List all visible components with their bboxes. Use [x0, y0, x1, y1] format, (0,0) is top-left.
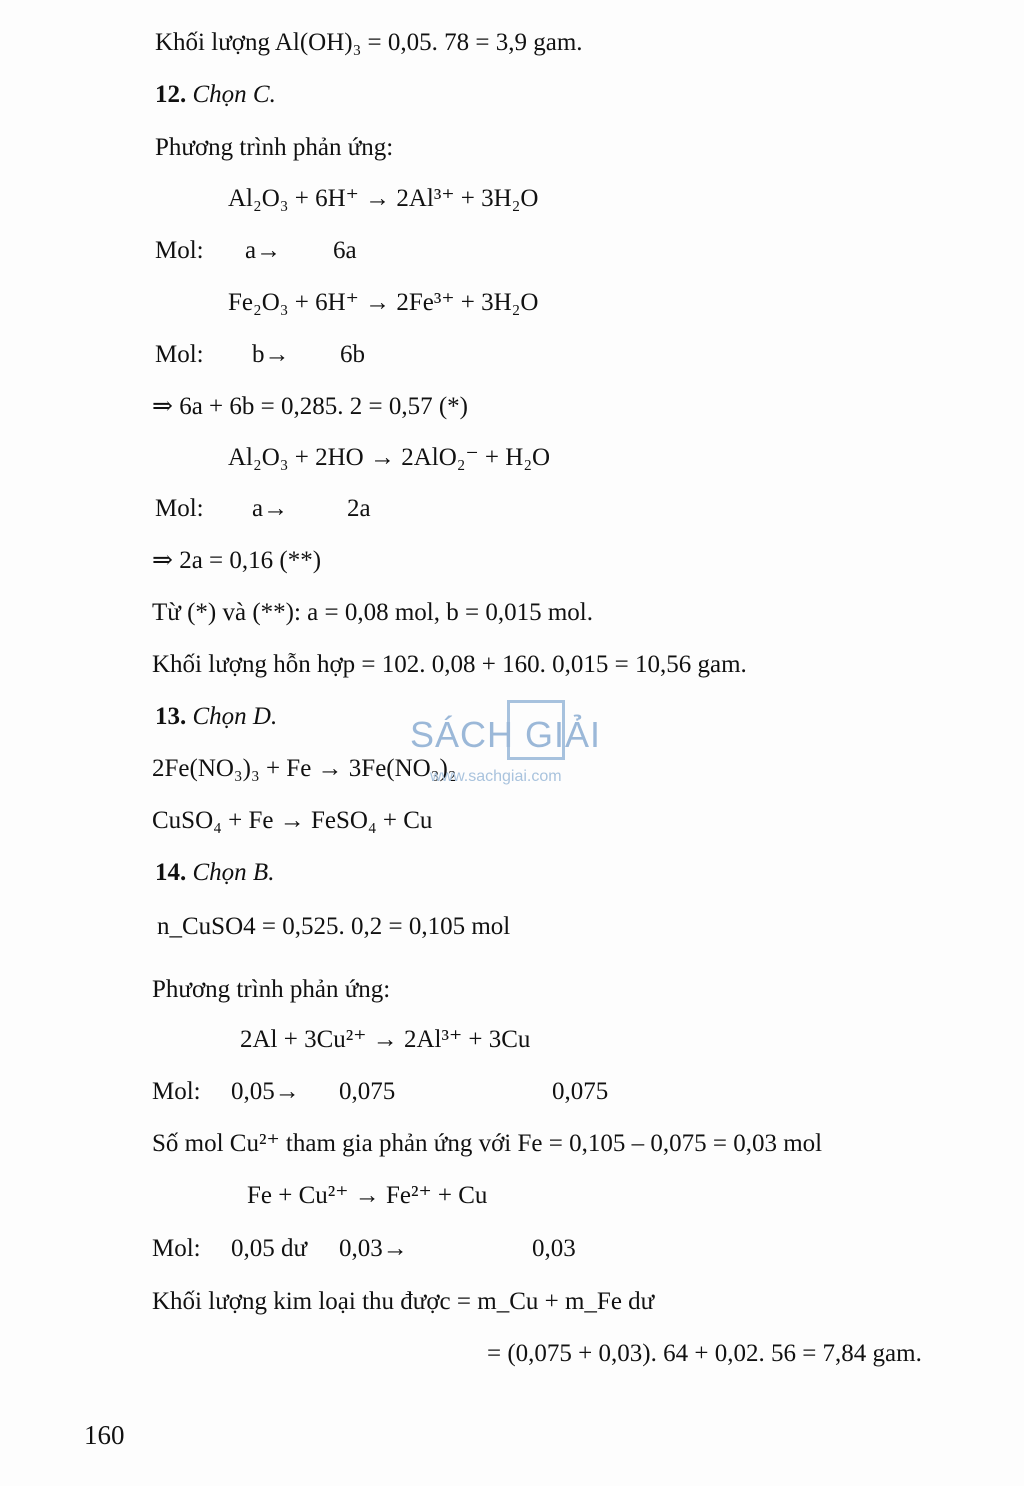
mol-row-2: [155, 340, 455, 370]
mol-value: 2a: [347, 495, 371, 522]
equation-cuso4-fe: CuSO₄ + Fe → FeSO₄ + Cu: [152, 807, 433, 834]
mol-value: a→: [252, 495, 289, 522]
reaction-equation-heading: Phương trình phản ứng:: [155, 134, 394, 161]
watermark-logo: [410, 700, 620, 795]
answer-choice: Chọn C.: [192, 81, 276, 108]
mol-value: b→: [252, 341, 290, 368]
answer-14-heading: [155, 858, 274, 888]
mol-label: Mol:: [152, 1235, 201, 1262]
answer-12-heading: [155, 80, 276, 110]
reaction-equation-heading-2: Phương trình phản ứng:: [152, 976, 391, 1003]
mol-row-1: [155, 236, 455, 266]
answer-13-heading: [155, 702, 277, 732]
answer-choice: Chọn B.: [192, 859, 275, 886]
mol-value: a→: [245, 237, 282, 264]
mol-value: 6a: [333, 237, 357, 264]
watermark-brand: SÁCH GIẢI: [410, 714, 602, 755]
equation-star: ⇒ 6a + 6b = 0,285. 2 = 0,57 (*): [152, 393, 468, 420]
equation-al2o3-acid: Al₂O₃ + 6H⁺ → 2Al³⁺ + 3H₂O: [228, 185, 539, 212]
mol-label: Mol:: [155, 237, 204, 264]
question-number: 14.: [155, 859, 187, 886]
equation-fe2o3-acid: Fe₂O₃ + 6H⁺ → 2Fe³⁺ + 3H₂O: [228, 289, 539, 316]
mol-value: 0,075: [339, 1078, 396, 1105]
question-number: 12.: [155, 81, 187, 108]
mol-row-4: [152, 1077, 652, 1107]
question-number: 13.: [155, 703, 187, 730]
equation-al2o3-base: Al₂O₃ + 2HO → 2AlO₂⁻ + H₂O: [228, 444, 551, 471]
watermark-url: www.sachgiai.com: [430, 768, 562, 785]
answer-choice: Chọn D.: [192, 703, 278, 730]
mol-value: 6b: [340, 341, 365, 368]
mol-value: 0,03→: [339, 1235, 408, 1262]
metal-mass-result: = (0,075 + 0,03). 64 + 0,02. 56 = 7,84 gam.: [487, 1340, 922, 1367]
moles-cu-fe-line: Số mol Cu²⁺ tham gia phản ứng với Fe = 0,105 – 0,075 = 0,03 mol: [152, 1130, 823, 1157]
metal-mass-line: Khối lượng kim loại thu được = m_Cu + m_Fe dư: [152, 1288, 655, 1315]
mol-value: 0,03: [532, 1235, 576, 1262]
mixture-mass-line: Khối lượng hỗn hợp = 102. 0,08 + 160. 0,015 = 10,56 gam.: [152, 651, 747, 678]
mol-label: Mol:: [152, 1078, 201, 1105]
mol-row-3: [155, 494, 455, 524]
mol-value: 0,05 dư: [231, 1235, 308, 1262]
mol-label: Mol:: [155, 495, 204, 522]
page-number: 160: [84, 1420, 125, 1450]
moles-cuso4-line: n_CuSO4 = 0,525. 0,2 = 0,105 mol: [157, 913, 511, 940]
equation-double-star: ⇒ 2a = 0,16 (**): [152, 547, 322, 574]
equation-fe-nitrate: 2Fe(NO₃)₃ + Fe → 3Fe(NO₃)₂: [152, 755, 457, 782]
mol-row-5: [152, 1234, 652, 1264]
mass-aloh3-line: Khối lượng Al(OH)₃ = 0,05. 78 = 3,9 gam.: [155, 29, 583, 56]
equation-al-cu: 2Al + 3Cu²⁺ → 2Al³⁺ + 3Cu: [240, 1026, 531, 1053]
mol-value: 0,05→: [231, 1078, 300, 1105]
mol-label: Mol:: [155, 341, 204, 368]
equation-fe-cu: Fe + Cu²⁺ → Fe²⁺ + Cu: [247, 1182, 488, 1209]
mol-value: 0,075: [552, 1078, 609, 1105]
solution-ab-line: Từ (*) và (**): a = 0,08 mol, b = 0,015 mol.: [152, 599, 593, 626]
